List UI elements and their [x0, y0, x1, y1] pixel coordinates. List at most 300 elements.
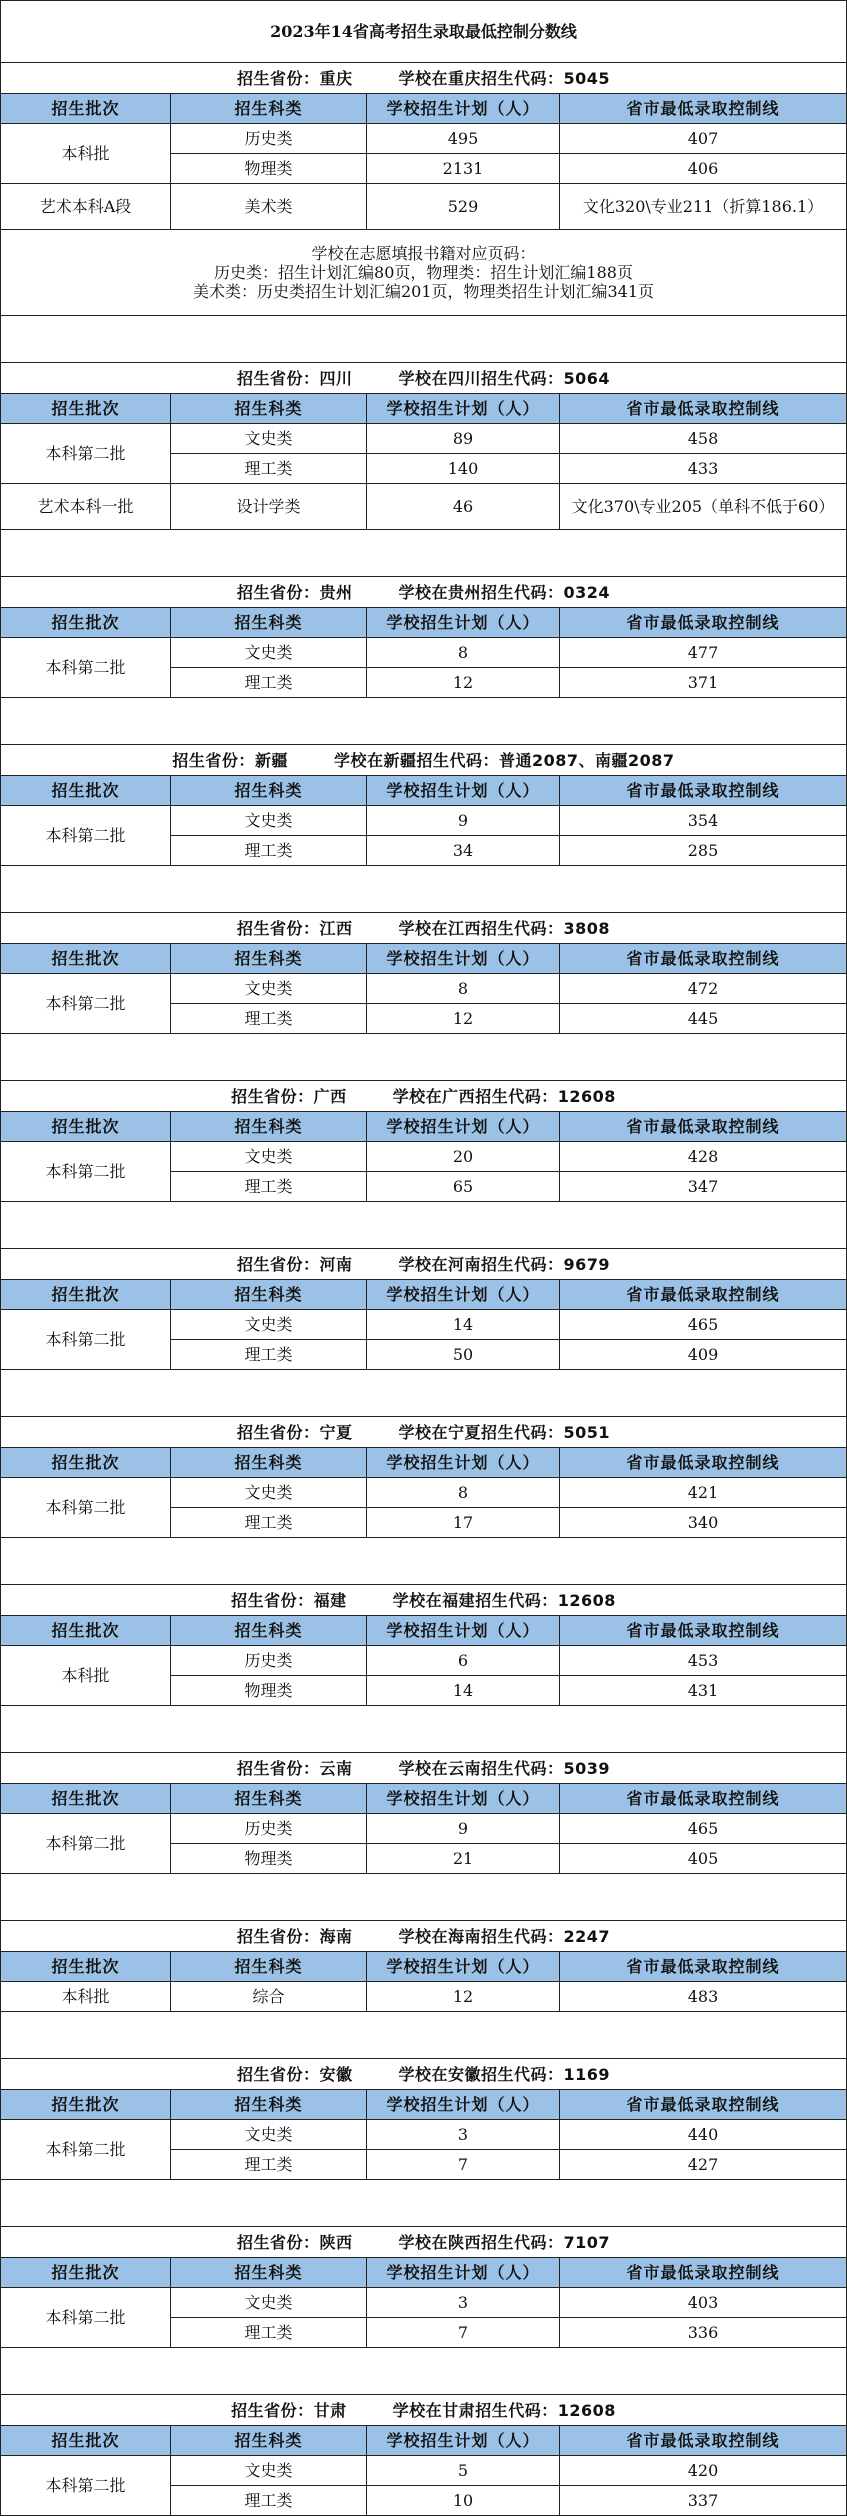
column-header-category: 招生科类: [171, 394, 367, 424]
category-cell: 设计学类: [171, 484, 367, 530]
batch-cell: 艺术本科一批: [1, 484, 171, 530]
score-cell: 465: [560, 1310, 847, 1340]
category-cell: 文史类: [171, 806, 367, 836]
school-code: 0324: [563, 582, 611, 602]
province-name: 河南: [319, 1254, 353, 1274]
score-cell: 477: [560, 638, 847, 668]
column-header-row: [1, 2258, 847, 2288]
batch-cell: 本科第二批: [1, 974, 171, 1034]
code-province-name: 安徽: [447, 2064, 481, 2084]
section-spacer: [1, 866, 847, 913]
column-header-plan: 学校招生计划（人）: [367, 608, 560, 638]
code-prefix-a: 学校在: [398, 1422, 448, 1442]
table-row: [1, 1982, 847, 2012]
category-cell: 理工类: [171, 1004, 367, 1034]
category-cell: 理工类: [171, 2486, 367, 2516]
category-cell: 文史类: [171, 974, 367, 1004]
province-header: [1, 745, 847, 776]
province-header-row: [1, 2059, 847, 2090]
code-prefix-a: 学校在: [392, 2400, 443, 2420]
province-prefix: 招生省份：: [236, 918, 320, 938]
spacer-cell: [1, 866, 847, 913]
code-prefix-a: 学校在: [392, 1590, 443, 1610]
column-header-batch: 招生批次: [1, 1952, 171, 1982]
section-spacer: [1, 1538, 847, 1585]
code-province-name: 云南: [447, 1758, 481, 1778]
province-prefix: 招生省份：: [172, 750, 255, 770]
code-province-name: 海南: [447, 1926, 481, 1946]
province-name: 陕西: [319, 2232, 353, 2252]
column-header-category: 招生科类: [171, 608, 367, 638]
code-prefix-b: 招生代码：: [481, 2232, 564, 2252]
province-name: 贵州: [319, 582, 353, 602]
code-prefix-a: 学校在: [398, 368, 448, 388]
province-prefix: 招生省份：: [236, 368, 320, 388]
spacer-cell: [1, 1874, 847, 1921]
score-cell: 文化320\专业211（折算186.1）: [560, 184, 847, 230]
section-spacer: [1, 2012, 847, 2059]
plan-cell: 65: [367, 1172, 560, 1202]
code-prefix-b: 招生代码：: [481, 1926, 564, 1946]
code-prefix-b: 招生代码：: [475, 1086, 558, 1106]
section-spacer: [1, 1874, 847, 1921]
category-cell: 文史类: [171, 2120, 367, 2150]
section-spacer: [1, 2348, 847, 2395]
province-name: 四川: [319, 368, 353, 388]
school-code: 5064: [563, 368, 611, 388]
province-header-row: [1, 1585, 847, 1616]
column-header-category: 招生科类: [171, 1448, 367, 1478]
province-header-row: [1, 1753, 847, 1784]
province-header-row: [1, 1417, 847, 1448]
code-prefix-b: 招生代码：: [475, 1590, 558, 1610]
province-prefix: 招生省份：: [231, 1590, 314, 1610]
category-cell: 物理类: [171, 1844, 367, 1874]
category-cell: 物理类: [171, 154, 367, 184]
province-header-row: [1, 2227, 847, 2258]
score-cell: 420: [560, 2456, 847, 2486]
code-province-name: 贵州: [447, 582, 481, 602]
code-prefix-a: 学校在: [398, 2232, 448, 2252]
province-prefix: 招生省份：: [236, 1422, 320, 1442]
table-row: [1, 974, 847, 1004]
score-cell: 465: [560, 1814, 847, 1844]
score-cell: 407: [560, 124, 847, 154]
batch-cell: 本科第二批: [1, 2120, 171, 2180]
code-province-name: 江西: [447, 918, 481, 938]
school-code: 5051: [563, 1422, 611, 1442]
batch-cell: 本科第二批: [1, 1814, 171, 1874]
table-row: [1, 1814, 847, 1844]
column-header-score: 省市最低录取控制线: [560, 94, 847, 124]
column-header-category: 招生科类: [171, 1952, 367, 1982]
column-header-category: 招生科类: [171, 1784, 367, 1814]
plan-cell: 140: [367, 454, 560, 484]
school-code: 12608: [557, 1590, 616, 1610]
category-cell: 理工类: [171, 2318, 367, 2348]
score-cell: 440: [560, 2120, 847, 2150]
column-header-plan: 学校招生计划（人）: [367, 2258, 560, 2288]
guide-page-note: [1, 230, 847, 316]
plan-cell: 8: [367, 1478, 560, 1508]
score-cell: 445: [560, 1004, 847, 1034]
score-cell: 472: [560, 974, 847, 1004]
column-header-row: [1, 94, 847, 124]
column-header-score: 省市最低录取控制线: [560, 394, 847, 424]
category-cell: 理工类: [171, 2150, 367, 2180]
column-header-score: 省市最低录取控制线: [560, 776, 847, 806]
batch-cell: 本科第二批: [1, 1478, 171, 1538]
column-header-category: 招生科类: [171, 2426, 367, 2456]
column-header-row: [1, 2426, 847, 2456]
code-prefix-b: 招生代码：: [481, 368, 564, 388]
code-province-name: 重庆: [447, 68, 481, 88]
column-header-row: [1, 1280, 847, 1310]
title-row: [1, 1, 847, 63]
column-header-batch: 招生批次: [1, 1448, 171, 1478]
province-prefix: 招生省份：: [231, 1086, 314, 1106]
column-header-batch: 招生批次: [1, 1616, 171, 1646]
category-cell: 文史类: [171, 2288, 367, 2318]
column-header-batch: 招生批次: [1, 944, 171, 974]
table-row: [1, 2120, 847, 2150]
province-header-row: [1, 1921, 847, 1952]
plan-cell: 10: [367, 2486, 560, 2516]
province-header-row: [1, 63, 847, 94]
school-code: 5045: [563, 68, 611, 88]
plan-cell: 5: [367, 2456, 560, 2486]
school-code: 12608: [557, 2400, 616, 2420]
plan-cell: 529: [367, 184, 560, 230]
category-cell: 文史类: [171, 1142, 367, 1172]
plan-cell: 14: [367, 1676, 560, 1706]
section-spacer: [1, 1370, 847, 1417]
code-prefix-b: 招生代码：: [481, 1758, 564, 1778]
note-line: 历史类：招生计划汇编80页，物理类：招生计划汇编188页: [214, 263, 633, 282]
province-header: [1, 913, 847, 944]
plan-cell: 2131: [367, 154, 560, 184]
column-header-row: [1, 1616, 847, 1646]
spacer-cell: [1, 2180, 847, 2227]
column-header-plan: 学校招生计划（人）: [367, 94, 560, 124]
score-cell: 336: [560, 2318, 847, 2348]
batch-cell: 本科第二批: [1, 1310, 171, 1370]
table-row: [1, 124, 847, 154]
plan-cell: 17: [367, 1508, 560, 1538]
category-cell: 理工类: [171, 1508, 367, 1538]
code-province-name: 甘肃: [442, 2400, 476, 2420]
column-header-plan: 学校招生计划（人）: [367, 1112, 560, 1142]
column-header-score: 省市最低录取控制线: [560, 2258, 847, 2288]
column-header-plan: 学校招生计划（人）: [367, 394, 560, 424]
column-header-score: 省市最低录取控制线: [560, 1112, 847, 1142]
column-header-plan: 学校招生计划（人）: [367, 1280, 560, 1310]
category-cell: 综合: [171, 1982, 367, 2012]
column-header-score: 省市最低录取控制线: [560, 2090, 847, 2120]
province-header: [1, 577, 847, 608]
province-prefix: 招生省份：: [231, 2400, 314, 2420]
code-prefix-a: 学校在: [398, 2064, 448, 2084]
note-row: [1, 230, 847, 316]
batch-cell: 本科第二批: [1, 1142, 171, 1202]
province-name: 福建: [313, 1590, 347, 1610]
spacer-cell: [1, 698, 847, 745]
code-prefix-b: 招生代码：: [481, 68, 564, 88]
column-header-score: 省市最低录取控制线: [560, 1616, 847, 1646]
school-code: 3808: [563, 918, 611, 938]
column-header-row: [1, 1448, 847, 1478]
school-code: 普通2087、南疆2087: [499, 750, 675, 770]
column-header-plan: 学校招生计划（人）: [367, 2090, 560, 2120]
province-header: [1, 2059, 847, 2090]
province-header-row: [1, 745, 847, 776]
column-header-plan: 学校招生计划（人）: [367, 944, 560, 974]
province-header-row: [1, 1249, 847, 1280]
plan-cell: 8: [367, 974, 560, 1004]
province-header-row: [1, 363, 847, 394]
table-row: [1, 424, 847, 454]
province-header: [1, 1585, 847, 1616]
plan-cell: 21: [367, 1844, 560, 1874]
batch-cell: 本科批: [1, 1646, 171, 1706]
section-spacer: [1, 1706, 847, 1753]
code-prefix-a: 学校在: [398, 1758, 448, 1778]
code-prefix-b: 招生代码：: [475, 2400, 558, 2420]
category-cell: 理工类: [171, 1172, 367, 1202]
code-province-name: 河南: [447, 1254, 481, 1274]
batch-cell: 艺术本科A段: [1, 184, 171, 230]
score-cell: 458: [560, 424, 847, 454]
code-province-name: 福建: [442, 1590, 476, 1610]
code-province-name: 新疆: [383, 750, 417, 770]
plan-cell: 20: [367, 1142, 560, 1172]
table-row: [1, 638, 847, 668]
column-header-batch: 招生批次: [1, 94, 171, 124]
plan-cell: 7: [367, 2150, 560, 2180]
score-cell: 405: [560, 1844, 847, 1874]
province-header-row: [1, 577, 847, 608]
province-name: 广西: [313, 1086, 347, 1106]
code-province-name: 陕西: [447, 2232, 481, 2252]
column-header-batch: 招生批次: [1, 394, 171, 424]
province-prefix: 招生省份：: [236, 1926, 320, 1946]
section-spacer: [1, 316, 847, 363]
province-name: 重庆: [319, 68, 353, 88]
score-cell: 340: [560, 1508, 847, 1538]
table-row: [1, 2456, 847, 2486]
column-header-batch: 招生批次: [1, 1280, 171, 1310]
table-row: [1, 1646, 847, 1676]
score-cell: 453: [560, 1646, 847, 1676]
province-prefix: 招生省份：: [236, 2064, 320, 2084]
batch-cell: 本科第二批: [1, 2456, 171, 2516]
column-header-batch: 招生批次: [1, 2258, 171, 2288]
section-spacer: [1, 530, 847, 577]
column-header-plan: 学校招生计划（人）: [367, 1784, 560, 1814]
page-title: 2023年14省高考招生录取最低控制分数线: [1, 1, 847, 63]
column-header-score: 省市最低录取控制线: [560, 2426, 847, 2456]
school-code: 5039: [563, 1758, 611, 1778]
plan-cell: 3: [367, 2288, 560, 2318]
column-header-plan: 学校招生计划（人）: [367, 2426, 560, 2456]
province-name: 新疆: [254, 750, 288, 770]
table-row: [1, 1142, 847, 1172]
column-header-row: [1, 2090, 847, 2120]
column-header-category: 招生科类: [171, 776, 367, 806]
section-spacer: [1, 2180, 847, 2227]
category-cell: 美术类: [171, 184, 367, 230]
column-header-row: [1, 1952, 847, 1982]
province-header-row: [1, 913, 847, 944]
spacer-cell: [1, 1538, 847, 1585]
column-header-category: 招生科类: [171, 1112, 367, 1142]
column-header-category: 招生科类: [171, 2090, 367, 2120]
province-prefix: 招生省份：: [236, 582, 320, 602]
table-row: [1, 2288, 847, 2318]
school-code: 12608: [557, 1086, 616, 1106]
column-header-score: 省市最低录取控制线: [560, 1280, 847, 1310]
score-cell: 285: [560, 836, 847, 866]
column-header-category: 招生科类: [171, 94, 367, 124]
batch-cell: 本科批: [1, 1982, 171, 2012]
province-prefix: 招生省份：: [236, 1758, 320, 1778]
plan-cell: 3: [367, 2120, 560, 2150]
code-prefix-a: 学校在: [398, 582, 448, 602]
code-prefix-b: 招生代码：: [481, 1254, 564, 1274]
column-header-category: 招生科类: [171, 944, 367, 974]
province-header: [1, 63, 847, 94]
plan-cell: 12: [367, 1004, 560, 1034]
province-name: 宁夏: [319, 1422, 353, 1442]
plan-cell: 46: [367, 484, 560, 530]
code-prefix-a: 学校在: [398, 1254, 448, 1274]
category-cell: 物理类: [171, 1676, 367, 1706]
province-name: 安徽: [319, 2064, 353, 2084]
score-cell: 371: [560, 668, 847, 698]
province-name: 江西: [319, 918, 353, 938]
spacer-cell: [1, 1034, 847, 1081]
plan-cell: 50: [367, 1340, 560, 1370]
province-header-row: [1, 2395, 847, 2426]
province-header: [1, 1249, 847, 1280]
column-header-plan: 学校招生计划（人）: [367, 1616, 560, 1646]
note-line: 美术类：历史类招生计划汇编201页，物理类招生计划汇编341页: [192, 282, 655, 301]
score-cell: 421: [560, 1478, 847, 1508]
score-cell: 433: [560, 454, 847, 484]
code-prefix-b: 招生代码：: [416, 750, 499, 770]
column-header-score: 省市最低录取控制线: [560, 608, 847, 638]
plan-cell: 8: [367, 638, 560, 668]
score-cell: 354: [560, 806, 847, 836]
spacer-cell: [1, 530, 847, 577]
spacer-cell: [1, 1370, 847, 1417]
spacer-cell: [1, 2348, 847, 2395]
column-header-row: [1, 1784, 847, 1814]
category-cell: 理工类: [171, 1340, 367, 1370]
category-cell: 文史类: [171, 424, 367, 454]
section-spacer: [1, 1202, 847, 1249]
code-prefix-a: 学校在: [398, 918, 448, 938]
column-header-row: [1, 944, 847, 974]
column-header-batch: 招生批次: [1, 776, 171, 806]
code-prefix-a: 学校在: [398, 68, 448, 88]
score-cell: 431: [560, 1676, 847, 1706]
score-cell: 428: [560, 1142, 847, 1172]
score-cell: 347: [560, 1172, 847, 1202]
code-prefix-a: 学校在: [392, 1086, 443, 1106]
batch-cell: 本科第二批: [1, 806, 171, 866]
column-header-row: [1, 394, 847, 424]
column-header-batch: 招生批次: [1, 608, 171, 638]
score-cell: 文化370\专业205（单科不低于60）: [560, 484, 847, 530]
province-name: 甘肃: [313, 2400, 347, 2420]
code-prefix-b: 招生代码：: [481, 1422, 564, 1442]
column-header-category: 招生科类: [171, 1616, 367, 1646]
score-cell: 483: [560, 1982, 847, 2012]
province-header: [1, 1753, 847, 1784]
province-header: [1, 2227, 847, 2258]
score-cell: 403: [560, 2288, 847, 2318]
category-cell: 历史类: [171, 124, 367, 154]
plan-cell: 89: [367, 424, 560, 454]
score-cell: 427: [560, 2150, 847, 2180]
plan-cell: 12: [367, 1982, 560, 2012]
school-code: 1169: [563, 2064, 611, 2084]
school-code: 2247: [563, 1926, 611, 1946]
code-prefix-a: 学校在: [333, 750, 384, 770]
province-prefix: 招生省份：: [236, 2232, 320, 2252]
plan-cell: 12: [367, 668, 560, 698]
score-cell: 337: [560, 2486, 847, 2516]
school-code: 9679: [563, 1254, 611, 1274]
column-header-plan: 学校招生计划（人）: [367, 776, 560, 806]
column-header-batch: 招生批次: [1, 1784, 171, 1814]
province-name: 海南: [319, 1926, 353, 1946]
column-header-row: [1, 608, 847, 638]
column-header-plan: 学校招生计划（人）: [367, 1952, 560, 1982]
column-header-score: 省市最低录取控制线: [560, 1952, 847, 1982]
province-header: [1, 1921, 847, 1952]
category-cell: 文史类: [171, 1310, 367, 1340]
batch-cell: 本科第二批: [1, 2288, 171, 2348]
plan-cell: 495: [367, 124, 560, 154]
code-province-name: 宁夏: [447, 1422, 481, 1442]
code-province-name: 广西: [442, 1086, 476, 1106]
category-cell: 历史类: [171, 1814, 367, 1844]
plan-cell: 9: [367, 806, 560, 836]
table-row: [1, 484, 847, 530]
column-header-score: 省市最低录取控制线: [560, 1448, 847, 1478]
plan-cell: 6: [367, 1646, 560, 1676]
column-header-batch: 招生批次: [1, 2426, 171, 2456]
batch-cell: 本科批: [1, 124, 171, 184]
column-header-batch: 招生批次: [1, 2090, 171, 2120]
province-header: [1, 1417, 847, 1448]
column-header-category: 招生科类: [171, 1280, 367, 1310]
code-prefix-b: 招生代码：: [481, 918, 564, 938]
code-prefix-b: 招生代码：: [481, 2064, 564, 2084]
table-row: [1, 806, 847, 836]
note-line: 学校在志愿填报书籍对应页码：: [311, 244, 536, 263]
score-cell: 409: [560, 1340, 847, 1370]
section-spacer: [1, 698, 847, 745]
plan-cell: 14: [367, 1310, 560, 1340]
plan-cell: 34: [367, 836, 560, 866]
score-cell: 406: [560, 154, 847, 184]
province-header-row: [1, 1081, 847, 1112]
spacer-cell: [1, 316, 847, 363]
column-header-batch: 招生批次: [1, 1112, 171, 1142]
